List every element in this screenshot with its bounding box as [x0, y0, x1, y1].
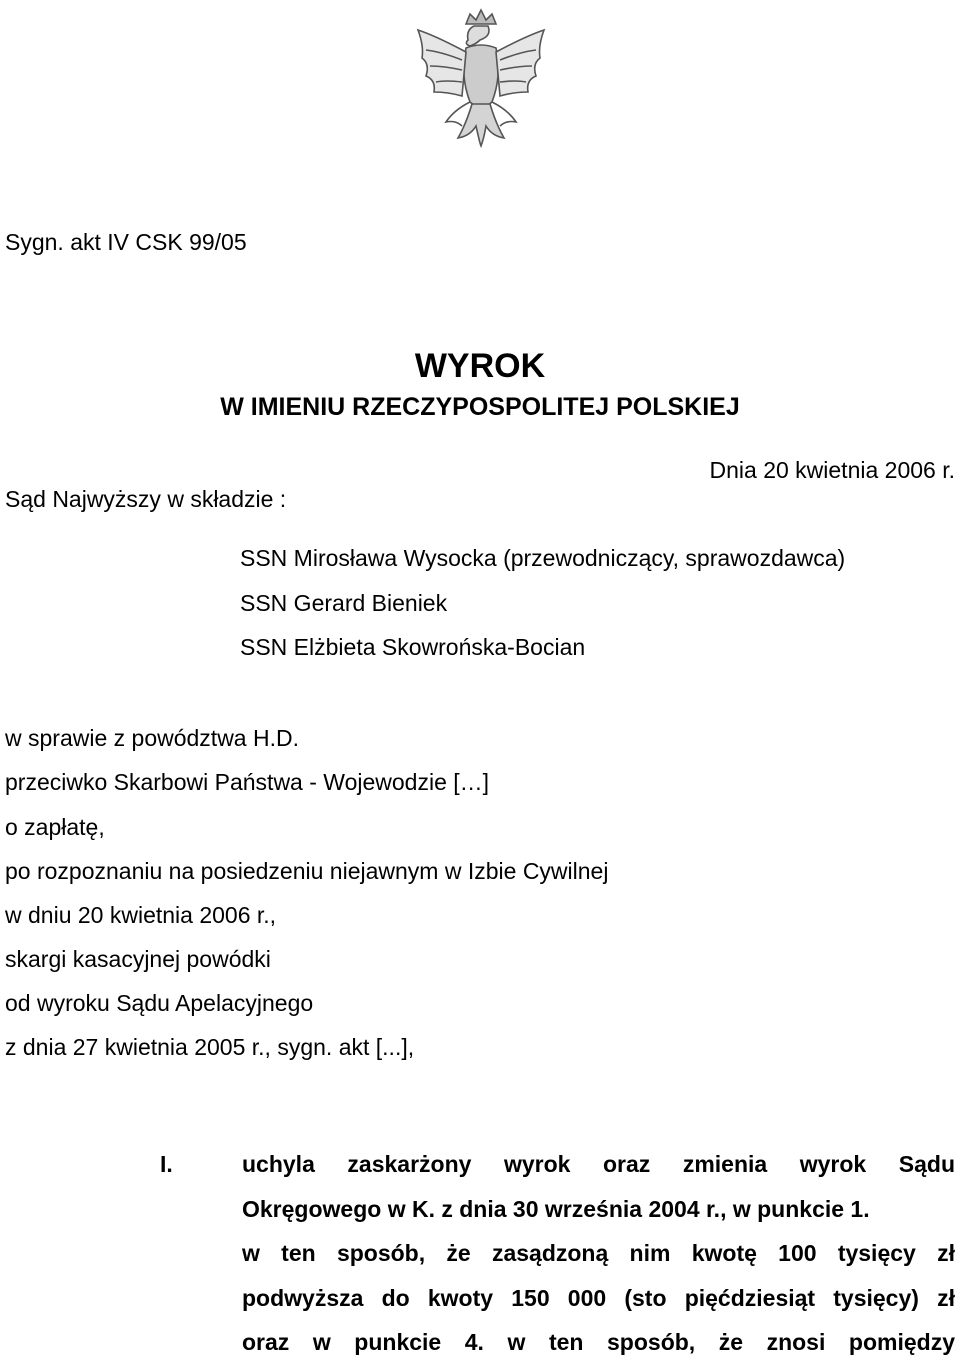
verdict-point-number: I. [160, 1151, 173, 1177]
case-line: o zapłatę, [5, 814, 105, 840]
case-line: od wyroku Sądu Apelacyjnego [5, 990, 314, 1016]
verdict-line: uchyla zaskarżony wyrok oraz zmienia wyrok Sądu [242, 1151, 955, 1177]
verdict-line: podwyższa do kwoty 150 000 (sto pięćdziesiąt tysięcy) zł [242, 1285, 955, 1311]
judgment-date: Dnia 20 kwietnia 2006 r. [709, 457, 955, 483]
document-title: WYROK [414, 347, 546, 385]
court-composition-label: Sąd Najwyższy w składzie : [5, 486, 287, 512]
case-signature: Sygn. akt IV CSK 99/05 [5, 229, 247, 255]
case-line: przeciwko Skarbowi Państwa - Wojewodzie […] [5, 769, 490, 795]
document-subtitle: W IMIENIU RZECZYPOSPOLITEJ POLSKIEJ [220, 393, 740, 421]
verdict-line: Okręgowego w K. z dnia 30 września 2004 r., w punkcie 1. [242, 1196, 870, 1222]
case-line: w sprawie z powództwa H.D. [5, 725, 299, 751]
judge-name: SSN Mirosława Wysocka (przewodniczący, sprawozdawca) [240, 545, 846, 571]
judge-name: SSN Gerard Bieniek [240, 590, 448, 616]
case-line: w dniu 20 kwietnia 2006 r., [5, 902, 277, 928]
verdict-line: w ten sposób, że zasądzoną nim kwotę 100 tysięcy zł [242, 1240, 955, 1266]
case-line: po rozpoznaniu na posiedzeniu niejawnym w Izbie Cywilnej [5, 858, 609, 884]
verdict-line: oraz w punkcie 4. w ten sposób, że znosi pomiędzy [242, 1329, 955, 1355]
judge-name: SSN Elżbieta Skowrońska-Bocian [240, 634, 586, 660]
polish-eagle-emblem-icon [396, 6, 566, 166]
case-line: z dnia 27 kwietnia 2005 r., sygn. akt [...], [5, 1034, 415, 1060]
case-line: skargi kasacyjnej powódki [5, 946, 271, 972]
